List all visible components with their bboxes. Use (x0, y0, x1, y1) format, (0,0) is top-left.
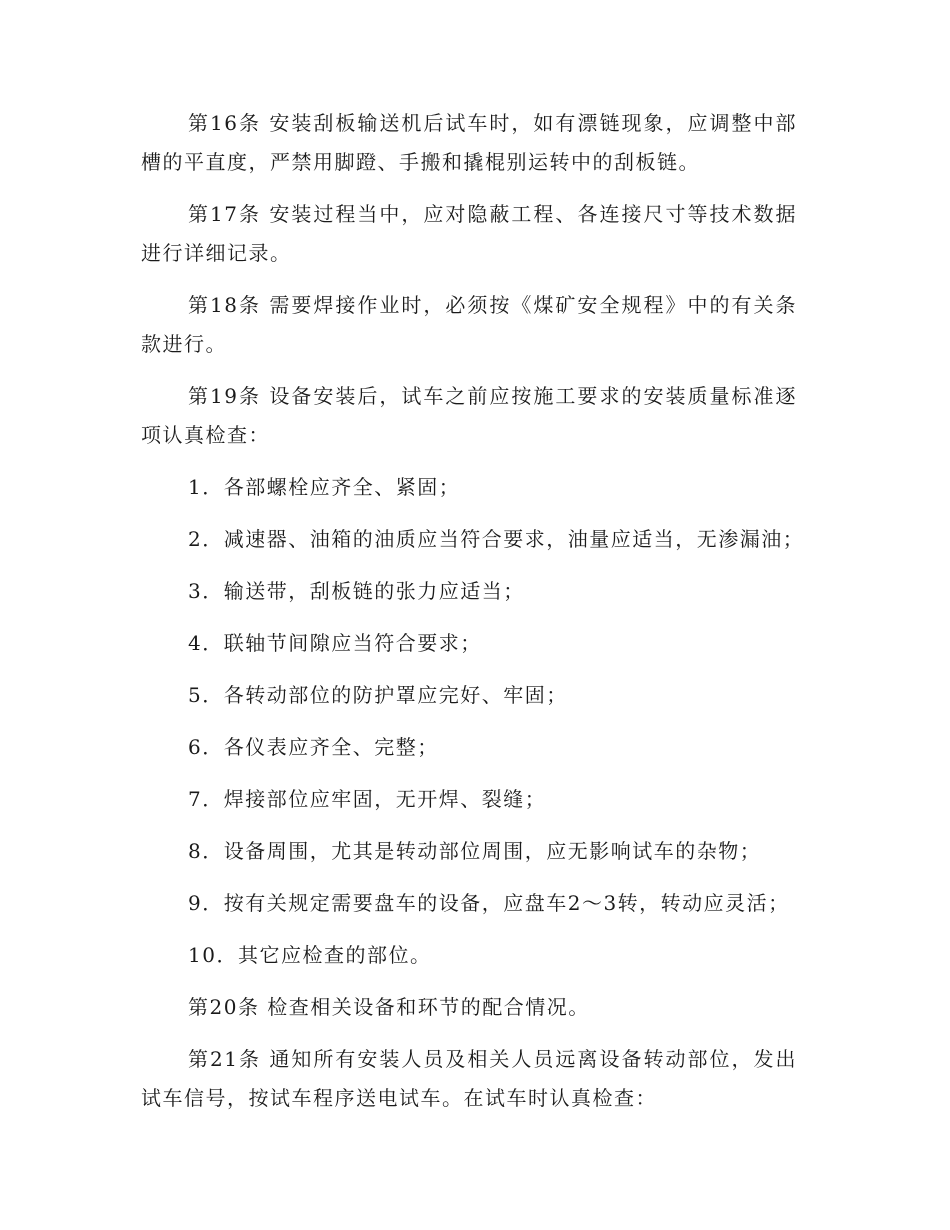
checklist-item: 8．设备周围，尤其是转动部位周围，应无影响试车的杂物； (188, 839, 762, 863)
checklist-item: 4．联轴节间隙应当符合要求； (188, 631, 482, 655)
checklist-item: 7．焊接部位应牢固，无开焊、裂缝； (188, 787, 547, 811)
inspection-checklist (141, 468, 805, 975)
article-20: 第20条 检查相关设备和环节的配合情况。 (188, 995, 590, 1019)
checklist-item: 3．输送带，刮板链的张力应适当； (188, 579, 525, 603)
article-17: 第17条 安装过程当中，应对隐蔽工程、各连接尺寸等技术数据进行详细记录。 (141, 202, 797, 265)
checklist-item: 6．各仪表应齐全、完整； (188, 735, 439, 759)
checklist-item: 2．减速器、油箱的油质应当符合要求，油量应适当，无渗漏油； (188, 527, 805, 551)
article-19: 第19条 设备安装后，试车之前应按施工要求的安装质量标准逐项认真检查： (141, 384, 797, 447)
checklist-item: 9．按有关规定需要盘车的设备，应盘车2～3转，转动应灵活； (188, 891, 790, 915)
document-page (141, 104, 805, 1131)
article-18: 第18条 需要焊接作业时，必须按《煤矿安全规程》中的有关条款进行。 (141, 293, 797, 356)
checklist-item: 1．各部螺栓应齐全、紧固； (188, 475, 461, 499)
article-21: 第21条 通知所有安装人员及相关人员远离设备转动部位，发出试车信号，按试车程序送电试车。在试车时认真检查： (141, 1047, 797, 1110)
checklist-item: 5．各转动部位的防护罩应完好、牢固； (188, 683, 568, 707)
article-16: 第16条 安装刮板输送机后试车时，如有漂链现象，应调整中部槽的平直度，严禁用脚蹬、手搬和撬棍别运转中的刮板链。 (141, 111, 797, 174)
checklist-item: 10．其它应检查的部位。 (188, 943, 432, 967)
